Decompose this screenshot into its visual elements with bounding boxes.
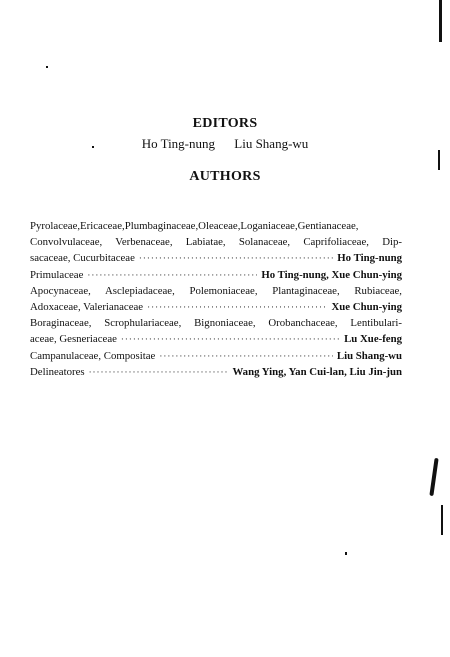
leader-dots — [121, 331, 340, 347]
leader-dots — [139, 250, 333, 266]
credit-families: Delineatores — [30, 365, 85, 378]
leader-dots — [87, 267, 257, 283]
credit-families: Adoxaceae, Valerianaceae — [30, 300, 144, 313]
credit-author: Lu Xue-feng — [344, 333, 402, 346]
credit-author: Wang Ying, Yan Cui-lan, Liu Jin-jun — [232, 365, 402, 378]
credit-entry — [30, 331, 402, 347]
credit-families: Campanulaceae, Compositae — [30, 349, 156, 362]
authors-credits — [30, 218, 402, 380]
credit-text-line: Boraginaceae, Scrophulariaceae, Bignoniaceae, Orobanchaceae, Lentibulari- — [30, 317, 402, 330]
credit-text-line: Convolvulaceae, Verbenaceae, Labiatae, Solanaceae, Caprifoliaceae, Dip- — [30, 236, 402, 249]
credit-entry — [30, 348, 402, 364]
credit-author: Ho Ting-nung — [337, 252, 402, 265]
editors-heading: EDITORS — [192, 116, 258, 131]
credit-text-line: Apocynaceae, Asclepiadaceae, Polemoniaceae, Plantaginaceae, Rubiaceae, — [30, 284, 402, 297]
credit-entry — [30, 250, 402, 266]
scan-speck — [345, 552, 347, 555]
leader-dots — [159, 348, 333, 364]
credit-families: sacaceae, Cucurbitaceae — [30, 252, 135, 265]
leader-dots — [147, 299, 327, 315]
scan-speck — [46, 66, 48, 68]
credit-families: aceae, Gesneriaceae — [30, 333, 117, 346]
credit-author: Liu Shang-wu — [336, 349, 402, 362]
scan-edge-mark — [441, 505, 443, 535]
credit-author: Ho Ting-nung, Xue Chun-ying — [261, 268, 402, 281]
credit-entry — [30, 267, 402, 283]
editor-name: Ho Ting-nung — [141, 136, 216, 151]
leader-dots — [89, 364, 229, 380]
authors-heading: AUTHORS — [189, 169, 261, 184]
scan-edge-mark — [429, 458, 438, 496]
credit-entry — [30, 299, 402, 315]
credit-author: Xue Chun-ying — [331, 300, 402, 313]
credit-text-line: Pyrolaceae,Ericaceae,Plumbaginaceae,Oleaceae,Loganiaceae,Gentianaceae, — [30, 220, 359, 232]
scan-edge-mark — [439, 0, 442, 42]
editors-names — [0, 136, 450, 152]
credit-families: Primulaceae — [30, 268, 84, 281]
scan-speck — [92, 146, 94, 148]
scan-edge-mark — [438, 150, 440, 170]
editor-name: Liu Shang-wu — [234, 136, 309, 151]
credit-entry — [30, 364, 402, 380]
